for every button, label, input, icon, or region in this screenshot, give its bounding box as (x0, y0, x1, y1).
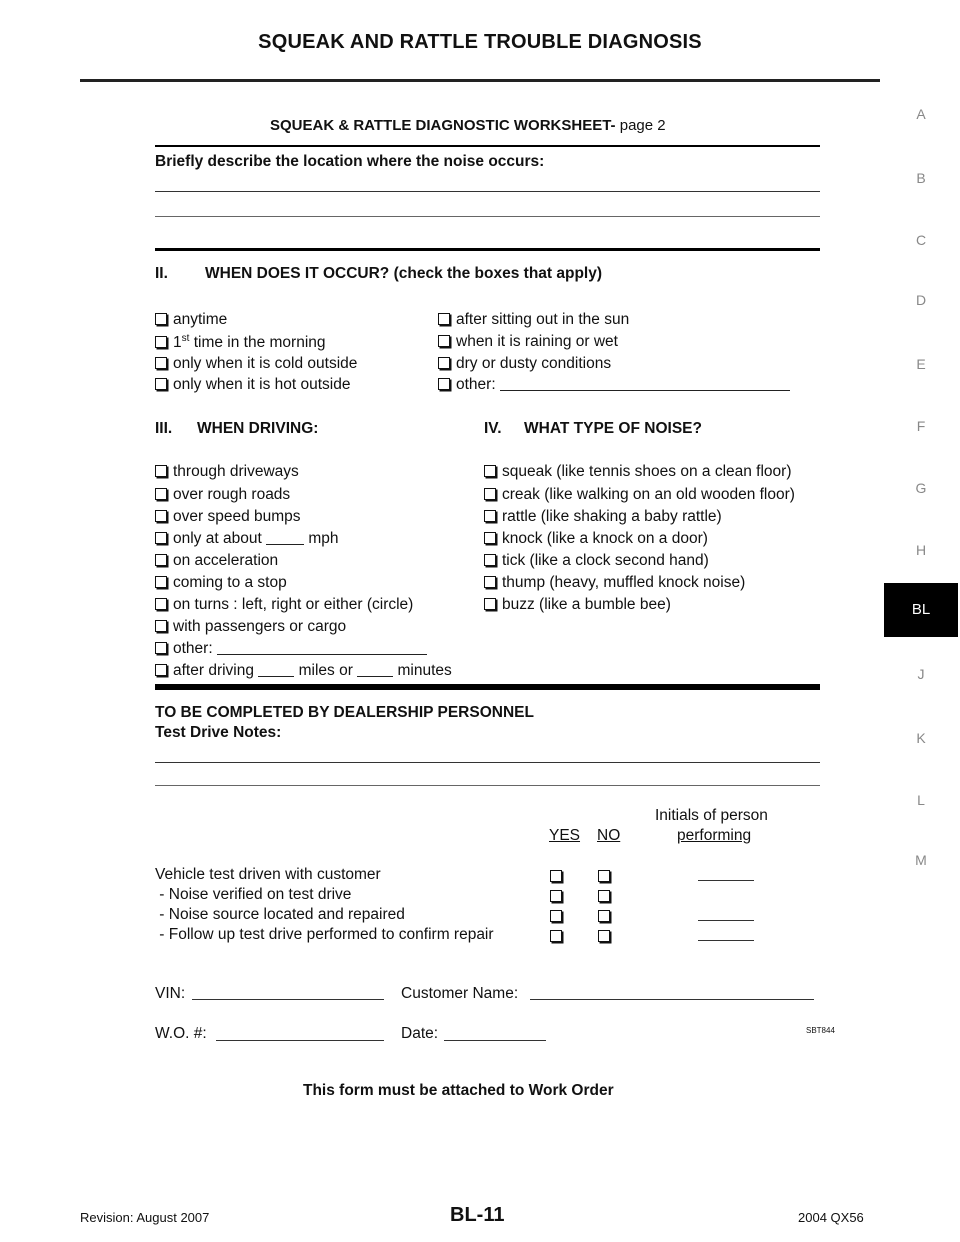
location-line-1[interactable] (155, 191, 820, 192)
checkbox[interactable] (155, 664, 167, 676)
tab-e[interactable]: E (916, 356, 926, 372)
header-rule (80, 79, 880, 82)
occur-hot: only when it is hot outside (155, 376, 351, 394)
occur-other: other: (438, 376, 790, 394)
notes-line-1[interactable] (155, 762, 820, 763)
section2-title: WHEN DOES IT OCCUR? (check the boxes that apply) (205, 265, 603, 282)
no-checkbox[interactable] (598, 930, 610, 942)
no-checkbox[interactable] (598, 890, 610, 902)
check-row-label: - Follow up test drive performed to confirm repair (155, 926, 494, 943)
noise-tick: tick (like a clock second hand) (484, 552, 709, 570)
tab-a[interactable]: A (916, 106, 926, 122)
section2-num: II. (155, 265, 168, 282)
noise-knock: knock (like a knock on a door) (484, 530, 708, 548)
occur-sun: after sitting out in the sun (438, 311, 629, 329)
worksheet-title (270, 117, 666, 134)
checkbox[interactable] (484, 465, 496, 477)
figure-code: SBT844 (806, 1026, 835, 1035)
noise-creak: creak (like walking on an old wooden floor) (484, 486, 795, 504)
date-line[interactable] (444, 1040, 546, 1041)
noise-squeak: squeak (like tennis shoes on a clean floor) (484, 463, 792, 481)
checkbox[interactable] (155, 642, 167, 654)
driving-other: other: (155, 640, 427, 658)
wo-line[interactable] (216, 1040, 384, 1041)
occur-first-time: 1st time in the morning (155, 333, 326, 352)
tab-l[interactable]: L (917, 792, 925, 808)
date-label: Date: (401, 1025, 439, 1042)
tab-b[interactable]: B (916, 170, 926, 186)
noise-thump: thump (heavy, muffled knock noise) (484, 574, 745, 592)
tab-g[interactable]: G (915, 480, 927, 496)
customer-name-line[interactable] (530, 999, 814, 1000)
driving-after: after driving miles or minutes (155, 662, 452, 680)
checkbox[interactable] (155, 620, 167, 632)
occur-other-line[interactable] (500, 377, 790, 391)
checkbox[interactable] (155, 465, 167, 477)
notes-line-2[interactable] (155, 785, 820, 786)
col-initials-2: performing (677, 827, 752, 844)
footer-revision: Revision: August 2007 (80, 1210, 210, 1225)
tab-h[interactable]: H (915, 542, 927, 558)
occur-cold: only when it is cold outside (155, 355, 357, 373)
checkbox[interactable] (484, 576, 496, 588)
checkbox[interactable] (484, 488, 496, 500)
miles-line[interactable] (258, 663, 294, 677)
occur-anytime: anytime (155, 311, 227, 329)
page-title: SQUEAK AND RATTLE TROUBLE DIAGNOSIS (258, 31, 702, 53)
checkbox[interactable] (155, 598, 167, 610)
col-yes: YES (549, 827, 581, 844)
noise-rattle: rattle (like shaking a baby rattle) (484, 508, 722, 526)
tab-f[interactable]: F (916, 418, 926, 434)
checkbox[interactable] (484, 554, 496, 566)
speed-line[interactable] (266, 531, 304, 545)
initials-line[interactable] (698, 920, 754, 921)
initials-line[interactable] (698, 880, 754, 881)
tab-k[interactable]: K (916, 730, 926, 746)
checkbox[interactable] (155, 532, 167, 544)
checkbox[interactable] (438, 357, 450, 369)
driving-stop: coming to a stop (155, 574, 287, 592)
section4-num: IV. (484, 420, 502, 437)
yes-checkbox[interactable] (550, 890, 562, 902)
noise-buzz: buzz (like a bumble bee) (484, 596, 671, 614)
check-row-label: - Noise source located and repaired (155, 906, 405, 923)
tab-j[interactable]: J (917, 666, 925, 682)
checkbox[interactable] (155, 510, 167, 522)
rule (155, 684, 820, 690)
checkbox[interactable] (155, 378, 167, 390)
yes-checkbox[interactable] (550, 870, 562, 882)
tab-d[interactable]: D (915, 292, 927, 308)
driving-other-line[interactable] (217, 641, 427, 655)
rule (155, 145, 820, 147)
rule (155, 248, 820, 251)
section4-title: WHAT TYPE OF NOISE? (524, 420, 702, 437)
tab-c[interactable]: C (915, 232, 927, 248)
checkbox[interactable] (484, 532, 496, 544)
attach-note: This form must be attached to Work Order (303, 1082, 614, 1099)
driving-bumps: over speed bumps (155, 508, 301, 526)
tab-bl-active[interactable]: BL (884, 583, 958, 637)
driving-driveways: through driveways (155, 463, 299, 481)
yes-checkbox[interactable] (550, 930, 562, 942)
no-checkbox[interactable] (598, 910, 610, 922)
minutes-line[interactable] (357, 663, 393, 677)
section3-title: WHEN DRIVING: (197, 420, 319, 437)
section3-num: III. (155, 420, 173, 437)
checkbox[interactable] (155, 576, 167, 588)
checkbox[interactable] (155, 357, 167, 369)
driving-acceleration: on acceleration (155, 552, 278, 570)
driving-turns: on turns : left, right or either (circle) (155, 596, 413, 614)
check-row-label: Vehicle test driven with customer (155, 866, 381, 883)
checkbox[interactable] (155, 336, 167, 348)
checkbox[interactable] (155, 488, 167, 500)
occur-dry: dry or dusty conditions (438, 355, 611, 373)
location-line-2[interactable] (155, 216, 820, 217)
customer-name-label: Customer Name: (401, 985, 519, 1002)
location-prompt: Briefly describe the location where the noise occurs: (155, 153, 545, 170)
occur-rain: when it is raining or wet (438, 333, 618, 351)
yes-checkbox[interactable] (550, 910, 562, 922)
checkbox[interactable] (484, 510, 496, 522)
worksheet-title-main: SQUEAK & RATTLE DIAGNOSTIC WORKSHEET- (270, 117, 616, 134)
driving-rough: over rough roads (155, 486, 290, 504)
test-drive-notes-label: Test Drive Notes: (155, 724, 282, 741)
vin-line[interactable] (192, 999, 384, 1000)
driving-speed: only at about mph (155, 530, 339, 548)
vin-label: VIN: (155, 985, 186, 1002)
driving-passengers: with passengers or cargo (155, 618, 346, 636)
check-row-label: - Noise verified on test drive (155, 886, 352, 903)
checkbox[interactable] (155, 554, 167, 566)
worksheet-title-page: page 2 (615, 117, 666, 134)
checkbox[interactable] (438, 313, 450, 325)
no-checkbox[interactable] (598, 870, 610, 882)
tab-m[interactable]: M (915, 852, 927, 868)
wo-label: W.O. #: (155, 1025, 207, 1042)
checkbox[interactable] (438, 378, 450, 390)
col-initials-1: Initials of person (655, 807, 768, 824)
initials-line[interactable] (698, 940, 754, 941)
checkbox[interactable] (155, 313, 167, 325)
checkbox[interactable] (484, 598, 496, 610)
col-no: NO (597, 827, 621, 844)
footer-page-number: BL-11 (450, 1204, 505, 1226)
footer-model: 2004 QX56 (798, 1210, 864, 1225)
checkbox[interactable] (438, 335, 450, 347)
dealer-title: TO BE COMPLETED BY DEALERSHIP PERSONNEL (155, 704, 534, 721)
